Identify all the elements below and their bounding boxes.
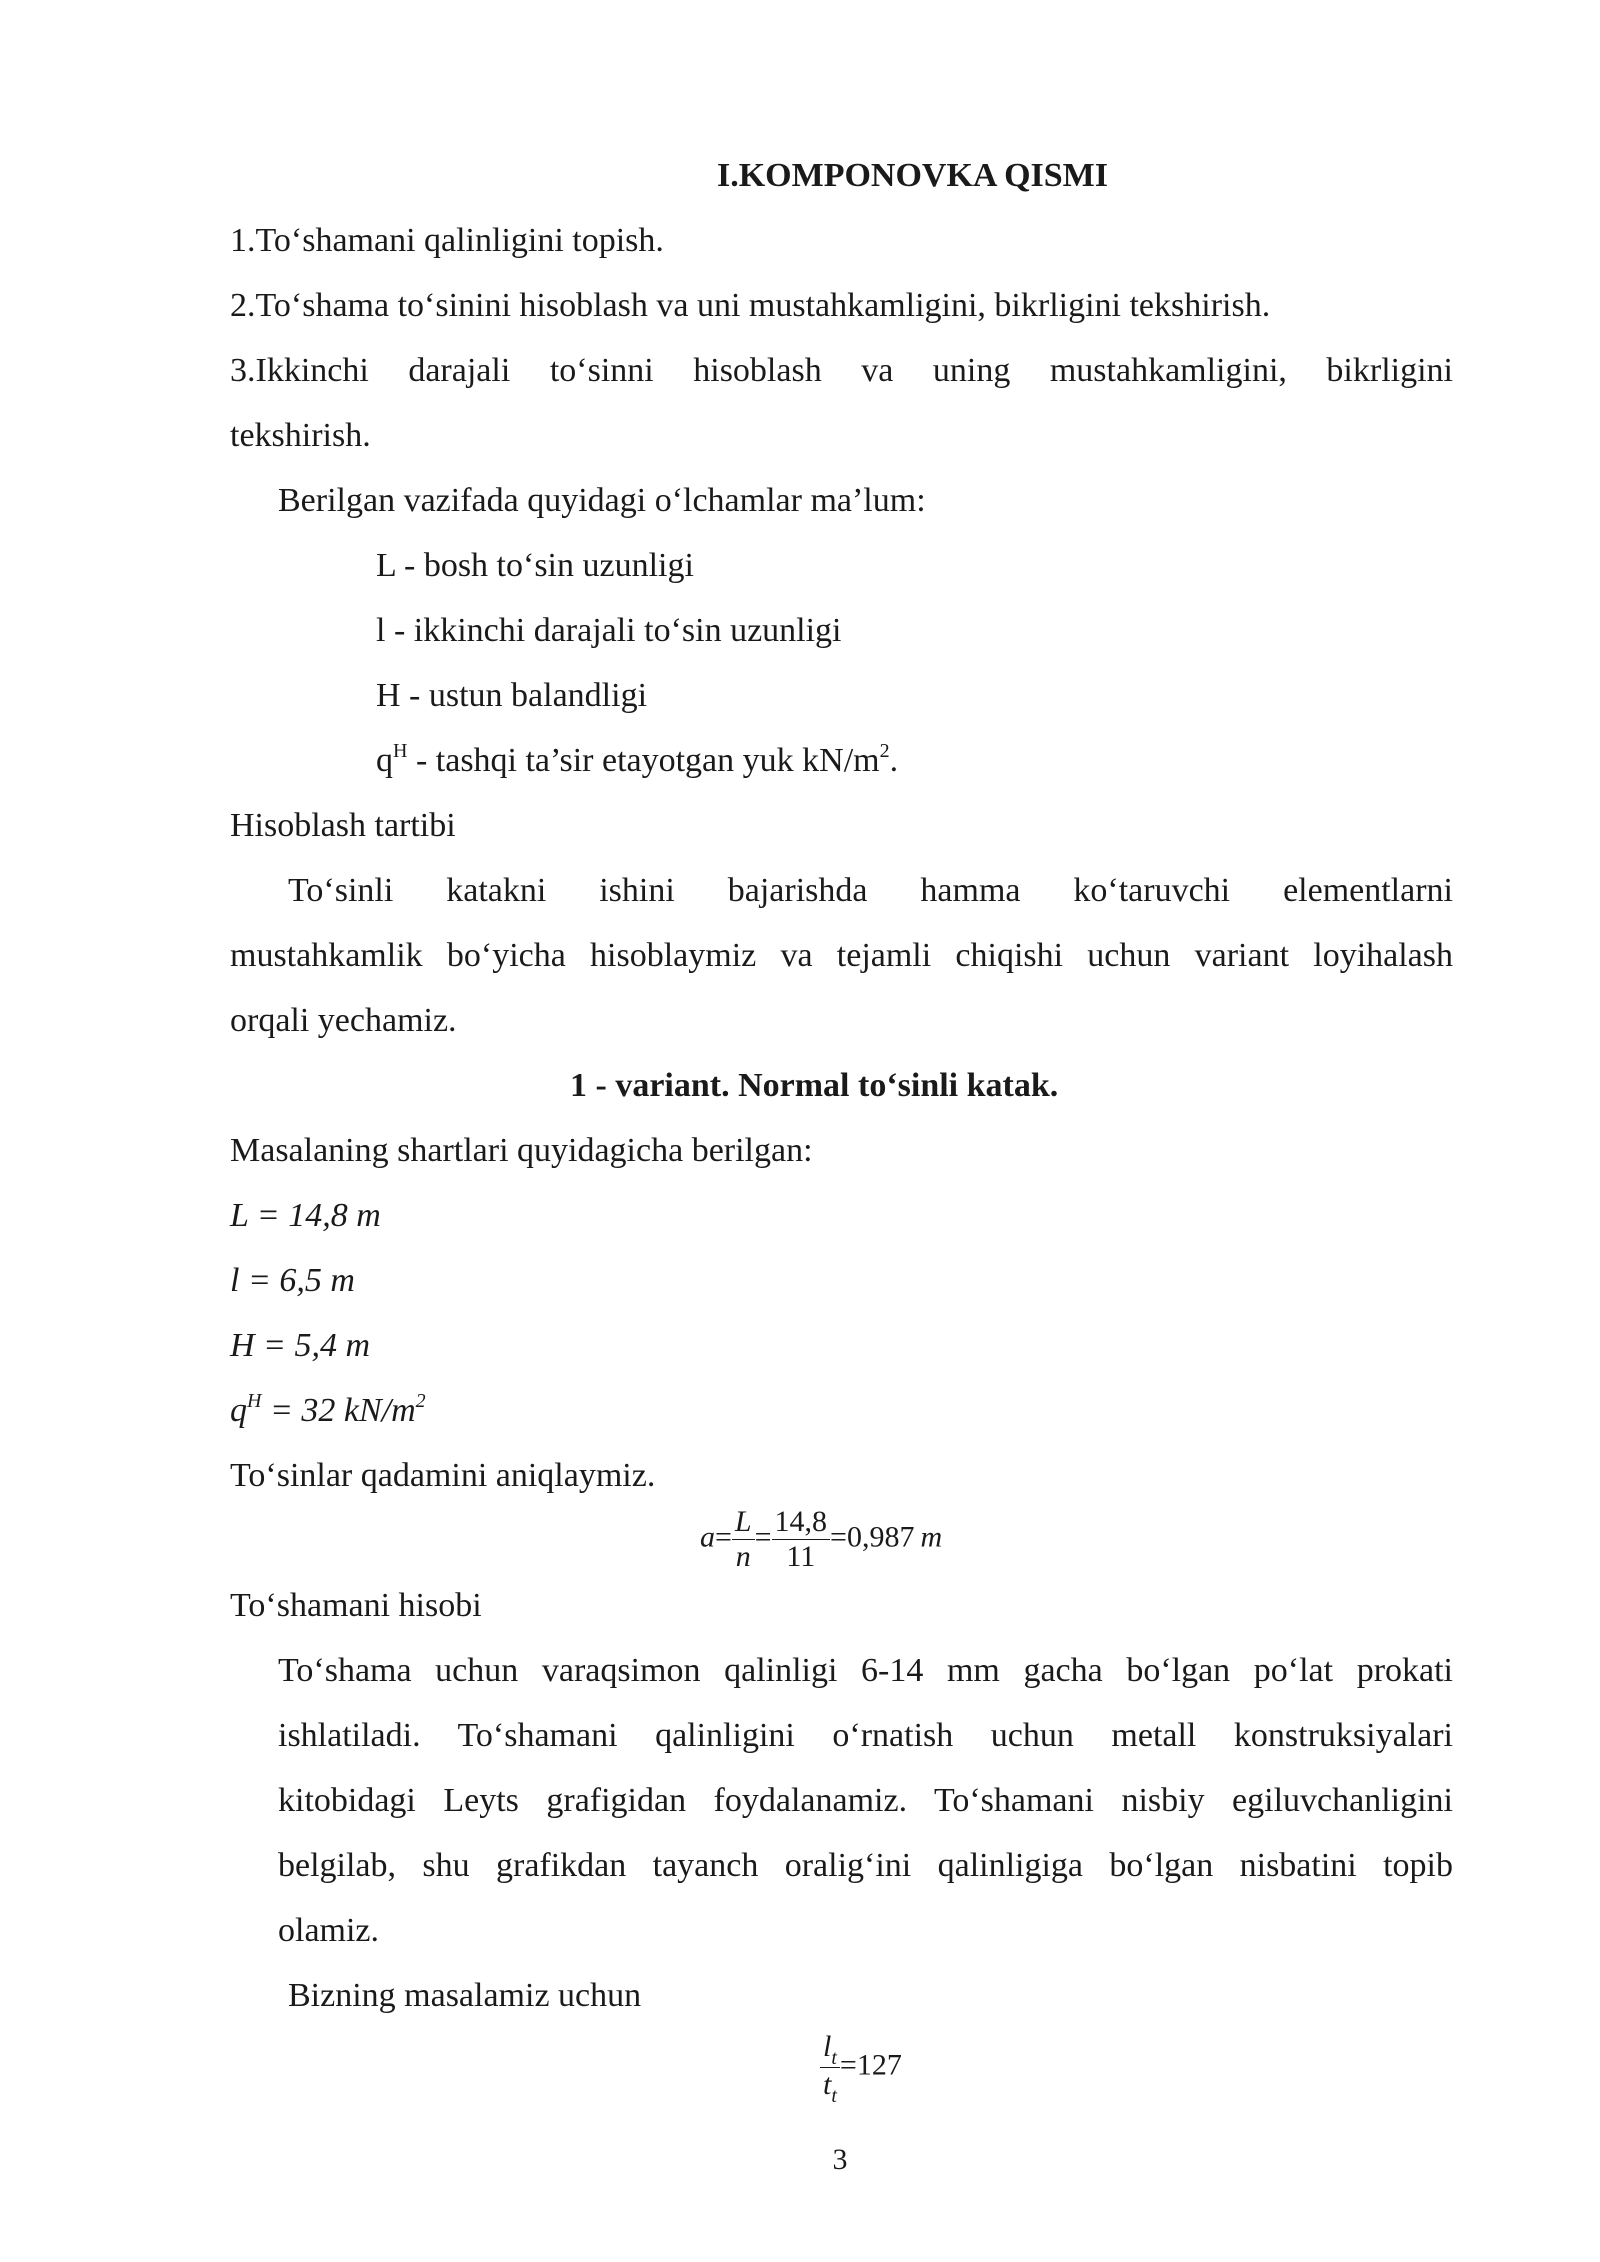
value-load-unit-exponent: 2: [415, 1389, 426, 1412]
ratio-num-subscript: t: [831, 2047, 837, 2069]
task-item-3-continued: tekshirish.: [230, 417, 371, 454]
formula-a-fraction-symbolic: [732, 1505, 755, 1574]
formula-a-den1: n: [735, 1540, 751, 1573]
value-column-height: H = 5,4 m: [230, 1327, 371, 1364]
formula-a-fraction-numeric: [772, 1505, 831, 1574]
value-load-superscript: H: [247, 1389, 262, 1412]
ratio-num-symbol: l: [823, 2030, 832, 2063]
formula-a-result: =0,987: [830, 1520, 915, 1554]
our-case-label: Bizning masalamiz uchun: [288, 1977, 642, 2014]
paragraph-1-line-3: orqali yechamiz.: [230, 1002, 457, 1039]
value-main-beam-length: L = 14,8 m: [230, 1197, 381, 1234]
span-thickness-ratio-formula: [820, 2030, 902, 2105]
task-item-2: 2.To‘shama to‘sinini hisoblash va uni mustahkamligini, bikrligini tekshirish.: [230, 287, 1271, 324]
def-main-beam-length: L - bosh to‘sin uzunligi: [376, 547, 694, 584]
beam-spacing-formula: [700, 1505, 942, 1574]
def-load-text: - tashqi ta’sir etayotgan yuk kN/m: [407, 742, 880, 779]
paragraph-1-line-2: mustahkamlik bo‘yicha hisoblaymiz va tejamli chiqishi uchun variant loyihalash: [230, 937, 1453, 974]
formula-a-num2: 14,8: [772, 1505, 831, 1540]
def-load: [376, 741, 898, 781]
formula-a-eq2: =: [754, 1520, 772, 1554]
deck-calc-title: To‘shamani hisobi: [230, 1587, 482, 1624]
def-load-end: .: [889, 742, 899, 779]
def-load-symbol: q: [376, 742, 393, 779]
ratio-den-subscript: t: [831, 2085, 837, 2107]
formula-a-den2: 11: [786, 1540, 816, 1573]
paragraph-1-line-1: To‘sinli katakni ishini bajarishda hamma ko‘taruvchi elementlarni: [288, 872, 1453, 909]
calc-order-title: Hisoblash tartibi: [230, 807, 456, 844]
formula-a-unit: m: [920, 1520, 943, 1554]
variant-title: 1 - variant. Normal to‘sinli katak.: [570, 1067, 1059, 1104]
formula-a-lhs: a: [700, 1520, 715, 1554]
paragraph-2-line-4: belgilab, shu grafikdan tayanch oralig‘ini qalinligiga bo‘lgan nisbatini topib: [278, 1847, 1453, 1884]
paragraph-2-line-3: kitobidagi Leyts grafigidan foydalanamiz. To‘shamani nisbiy egiluvchanligini: [278, 1782, 1453, 1819]
ratio-denominator: [820, 2068, 840, 2105]
def-load-unit-exponent: 2: [879, 739, 890, 762]
formula-a-num1: L: [732, 1505, 755, 1540]
given-intro: Berilgan vazifada quyidagi o‘lchamlar ma’lum:: [278, 482, 926, 519]
value-load-symbol: q: [230, 1392, 247, 1429]
def-load-superscript: H: [393, 739, 408, 762]
value-load: [230, 1391, 426, 1431]
ratio-numerator: [820, 2030, 840, 2068]
task-item-3: 3.Ikkinchi darajali to‘sinni hisoblash va uning mustahkamligini, bikrligini: [230, 352, 1453, 389]
page-number: 3: [832, 2143, 848, 2176]
section-heading: I.KOMPONOVKA QISMI: [716, 157, 1109, 194]
step-intro: To‘sinlar qadamini aniqlaymiz.: [230, 1457, 656, 1494]
value-load-text: = 32 kN/m: [261, 1392, 416, 1429]
ratio-den-symbol: t: [823, 2068, 832, 2101]
paragraph-2-line-1: To‘shama uchun varaqsimon qalinligi 6-14 mm gacha bo‘lgan po‘lat prokati: [278, 1652, 1453, 1689]
formula-a-eq1: =: [715, 1520, 732, 1554]
paragraph-2-line-2: ishlatiladi. To‘shamani qalinligini o‘rnatish uchun metall konstruksiyalari: [278, 1717, 1453, 1754]
paragraph-2-line-5: olamiz.: [278, 1912, 380, 1949]
task-item-1: 1.To‘shamani qalinligini topish.: [230, 222, 664, 259]
def-secondary-beam-length: l - ikkinchi darajali to‘sin uzunligi: [376, 612, 842, 649]
value-secondary-beam-length: l = 6,5 m: [230, 1262, 355, 1299]
conditions-intro: Masalaning shartlari quyidagicha berilgan:: [230, 1132, 813, 1169]
ratio-result: =127: [839, 2048, 902, 2082]
def-column-height: H - ustun balandligi: [376, 677, 648, 714]
ratio-fraction: [820, 2030, 840, 2105]
